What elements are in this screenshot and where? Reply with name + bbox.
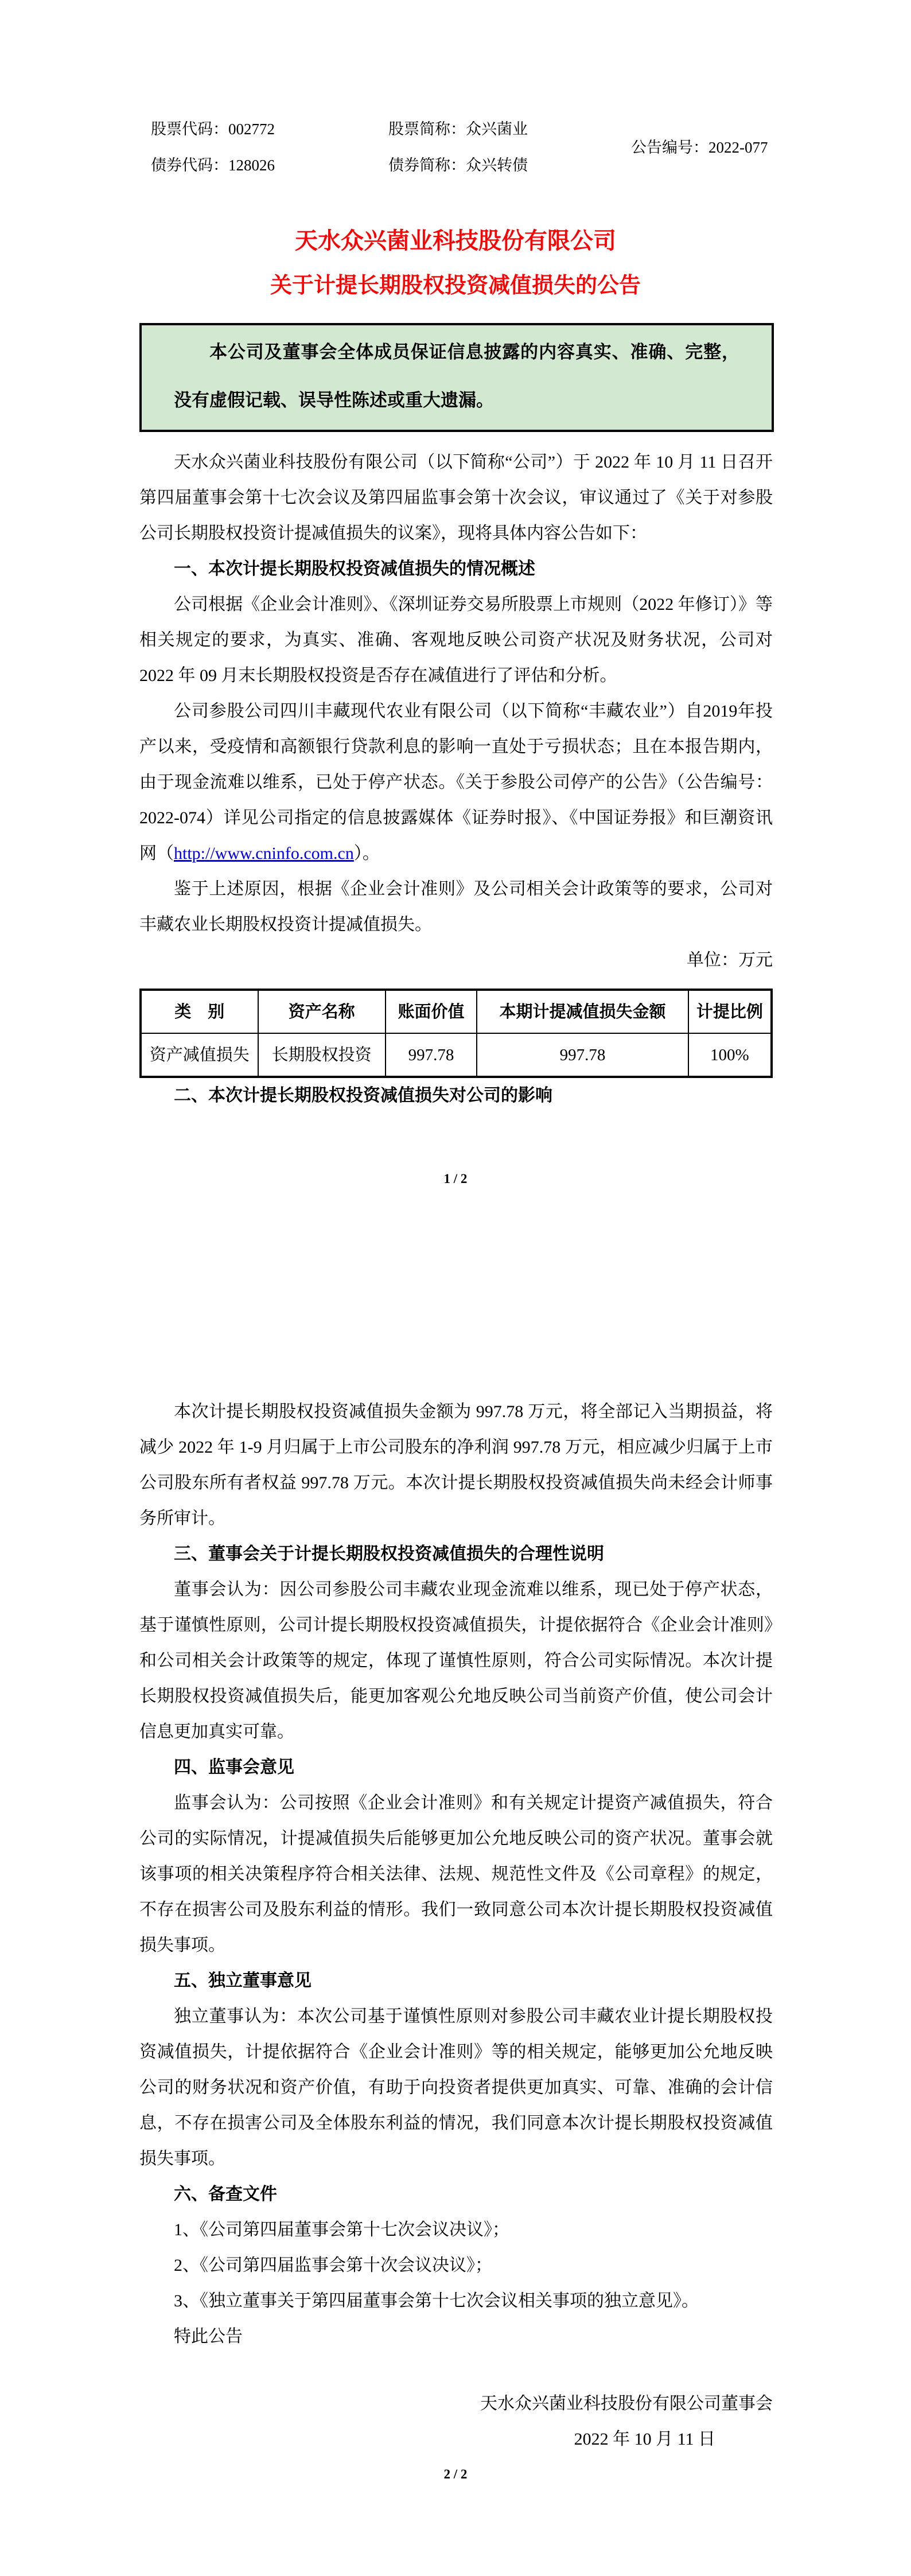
section2-paragraph: 本次计提长期股权投资减值损失金额为 997.78 万元，将全部记入当期损益，将减少 2022 年 1-9 月归属于上市公司股东的净利润 997.78 万元，相应减少归属于上市公司股东所有者权益 997.78 万元。本次计提长期股权投资减值损失尚未经会计师事务所审计。 (139, 1402, 773, 1528)
section1-paragraph-2-tail: ）。 (353, 844, 380, 863)
cell-asset-name: 长期股权投资 (258, 1033, 386, 1077)
col-header-asset-name: 资产名称 (258, 990, 386, 1033)
section1-paragraph-2-text: 公司参股公司四川丰藏现代农业有限公司（以下简称“丰藏农业”）自2019年投产以来，受疫情和高额银行贷款利息的影响一直处于亏损状态；且在本报告期内，由于现金流难以维系，已处于停产状态。《关于参股公司停产的公告》（公告编号：2022-074）详见公司指定的信息披露媒体《证券时报》、《中国证券报》和巨潮资讯网（ (139, 702, 773, 863)
section5-paragraph: 独立董事认为：本次公司基于谨慎性原则对参股公司丰藏农业计提长期股权投资减值损失，计提依据符合《企业会计准则》等的相关规定，能够更加公允地反映公司的财务状况和资产价值，有助于向投资者提供更加真实、可靠、准确的会计信息，不存在损害公司及全体股东利益的情况，我们同意本次计提长期股权投资减值损失事项。 (139, 2007, 773, 2168)
section2-heading: 二、本次计提长期股权投资减值损失对公司的影响 (174, 1086, 552, 1105)
table-unit-note: 单位：万元 (687, 951, 773, 970)
closing-statement: 特此公告 (174, 2327, 243, 2346)
disclosure-notice-text: 本公司及董事会全体成员保证信息披露的内容真实、准确、完整，没有虚假记载、误导性陈述或重大遗漏。 (174, 342, 739, 410)
section1-paragraph-2 (139, 694, 773, 871)
stock-short-name: 股票简称：众兴菌业 (388, 120, 528, 138)
bond-short-name: 债券简称：众兴转债 (388, 157, 528, 174)
page2-number: 2 / 2 (443, 2467, 468, 2481)
stock-code: 股票代码：002772 (151, 120, 275, 138)
section4-heading: 四、监事会意见 (174, 1758, 294, 1777)
section3-paragraph: 董事会认为：因公司参股公司丰藏农业现金流难以维系，现已处于停产状态，基于谨慎性原则，公司计提长期股权投资减值损失，计提依据符合《企业会计准则》和公司相关会计政策等的规定，体现了谨慎性原则，符合公司实际情况。本次计提长期股权投资减值损失后，能更加客观公允地反映公司当前资产价值，使公司会计信息更加真实可靠。 (139, 1580, 773, 1741)
page1-number: 1 / 2 (443, 1172, 468, 1186)
signature-date: 2022 年 10 月 11 日 (574, 2430, 715, 2449)
page1-body (139, 445, 773, 1114)
section4-paragraph: 监事会认为：公司按照《企业会计准则》和有关规定计提资产减值损失，符合公司的实际情况，计提减值损失后能够更加公允地反映公司的资产状况。董事会就该事项的相关决策程序符合相关法律、法规、规范性文件及《公司章程》的规定，不存在损害公司及股东利益的情形。我们一致同意公司本次计提长期股权投资减值损失事项。 (139, 1793, 773, 1955)
col-header-book-value: 账面价值 (386, 990, 477, 1033)
col-header-category: 类 别 (141, 990, 258, 1033)
section6-heading: 六、备查文件 (174, 2185, 277, 2204)
cell-book-value: 997.78 (386, 1033, 477, 1077)
section1-heading: 一、本次计提长期股权投资减值损失的情况概述 (174, 559, 535, 578)
section1-paragraph-1: 公司根据《企业会计准则》、《深圳证券交易所股票上市规则（2022 年修订）》等相关规定的要求，为真实、准确、客观地反映公司资产状况及财务状况，公司对 2022 年 09 月末长期股权投资是否存在减值进行了评估和分析。 (139, 595, 773, 685)
disclosure-notice-box (139, 323, 774, 432)
impairment-loss-table (139, 989, 773, 1078)
table-row (141, 1033, 772, 1077)
signature-company: 天水众兴菌业科技股份有限公司董事会 (480, 2394, 773, 2413)
cninfo-link[interactable]: http://www.cninfo.com.cn (174, 844, 354, 863)
company-title: 天水众兴菌业科技股份有限公司 (295, 228, 616, 254)
announcement-number: 公告编号：2022-077 (631, 139, 768, 156)
page2-body (139, 1394, 773, 2457)
intro-paragraph: 天水众兴菌业科技股份有限公司（以下简称“公司”）于 2022 年 10 月 11 日召开第四届董事会第十七次会议及第四届监事会第十次会议，审议通过了《关于对参股公司长期股权投资计提减值损失的议案》，现将具体内容公告如下： (139, 453, 773, 543)
reference-doc-item-2: 2、《公司第四届监事会第十次会议决议》； (174, 2256, 492, 2275)
section3-heading: 三、董事会关于计提长期股权投资减值损失的合理性说明 (174, 1544, 604, 1563)
col-header-ratio: 计提比例 (688, 990, 772, 1033)
announcement-title: 关于计提长期股权投资减值损失的公告 (270, 274, 641, 298)
section1-paragraph-3: 鉴于上述原因，根据《企业会计准则》及公司相关会计政策等的要求，公司对丰藏农业长期股权投资计提减值损失。 (139, 880, 773, 934)
cell-category: 资产减值损失 (141, 1033, 258, 1077)
bond-code: 债券代码：128026 (151, 157, 275, 174)
cell-loss-amount: 997.78 (477, 1033, 688, 1077)
cell-ratio: 100% (688, 1033, 772, 1077)
table-header-row (141, 990, 772, 1033)
section5-heading: 五、独立董事意见 (174, 1971, 312, 1990)
reference-doc-item-1: 1、《公司第四届董事会第十七次会议决议》； (174, 2220, 509, 2239)
col-header-loss-amount: 本期计提减值损失金额 (477, 990, 688, 1033)
reference-doc-item-3: 3、《独立董事关于第四届董事会第十七次会议相关事项的独立意见》。 (174, 2291, 699, 2310)
